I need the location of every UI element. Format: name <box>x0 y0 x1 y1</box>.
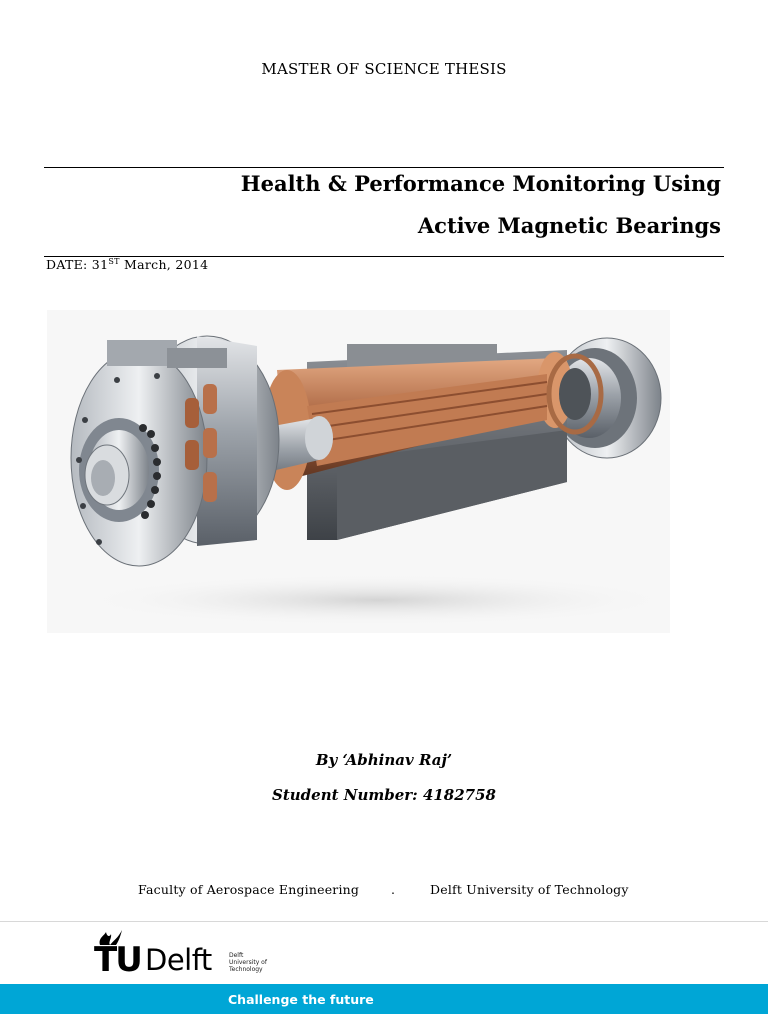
thesis-date: DATE: 31ST March, 2014 <box>46 257 209 272</box>
footer-banner <box>0 984 768 1014</box>
student-number: Student Number: 4182758 <box>272 786 496 804</box>
footer-divider <box>0 921 768 922</box>
magnetic-bearing-cover-image <box>47 310 670 633</box>
faculty-name: Faculty of Aerospace Engineering <box>138 882 360 897</box>
title-line-1: Health & Performance Monitoring Using <box>240 171 721 196</box>
affiliation-separator: . <box>391 882 396 897</box>
logo-delft: Delft <box>145 943 212 977</box>
logo-tu: TU <box>94 940 141 980</box>
author-byline: By ‘Abhinav Raj’ <box>315 751 453 769</box>
banner-slogan: Challenge the future <box>228 992 374 1007</box>
title-line-2: Active Magnetic Bearings <box>417 213 721 238</box>
logo-subtitle: Delft University of Technology <box>229 952 267 973</box>
university-name: Delft University of Technology <box>430 882 629 897</box>
thesis-type-label: MASTER OF SCIENCE THESIS <box>261 60 507 78</box>
title-top-rule <box>44 167 724 168</box>
